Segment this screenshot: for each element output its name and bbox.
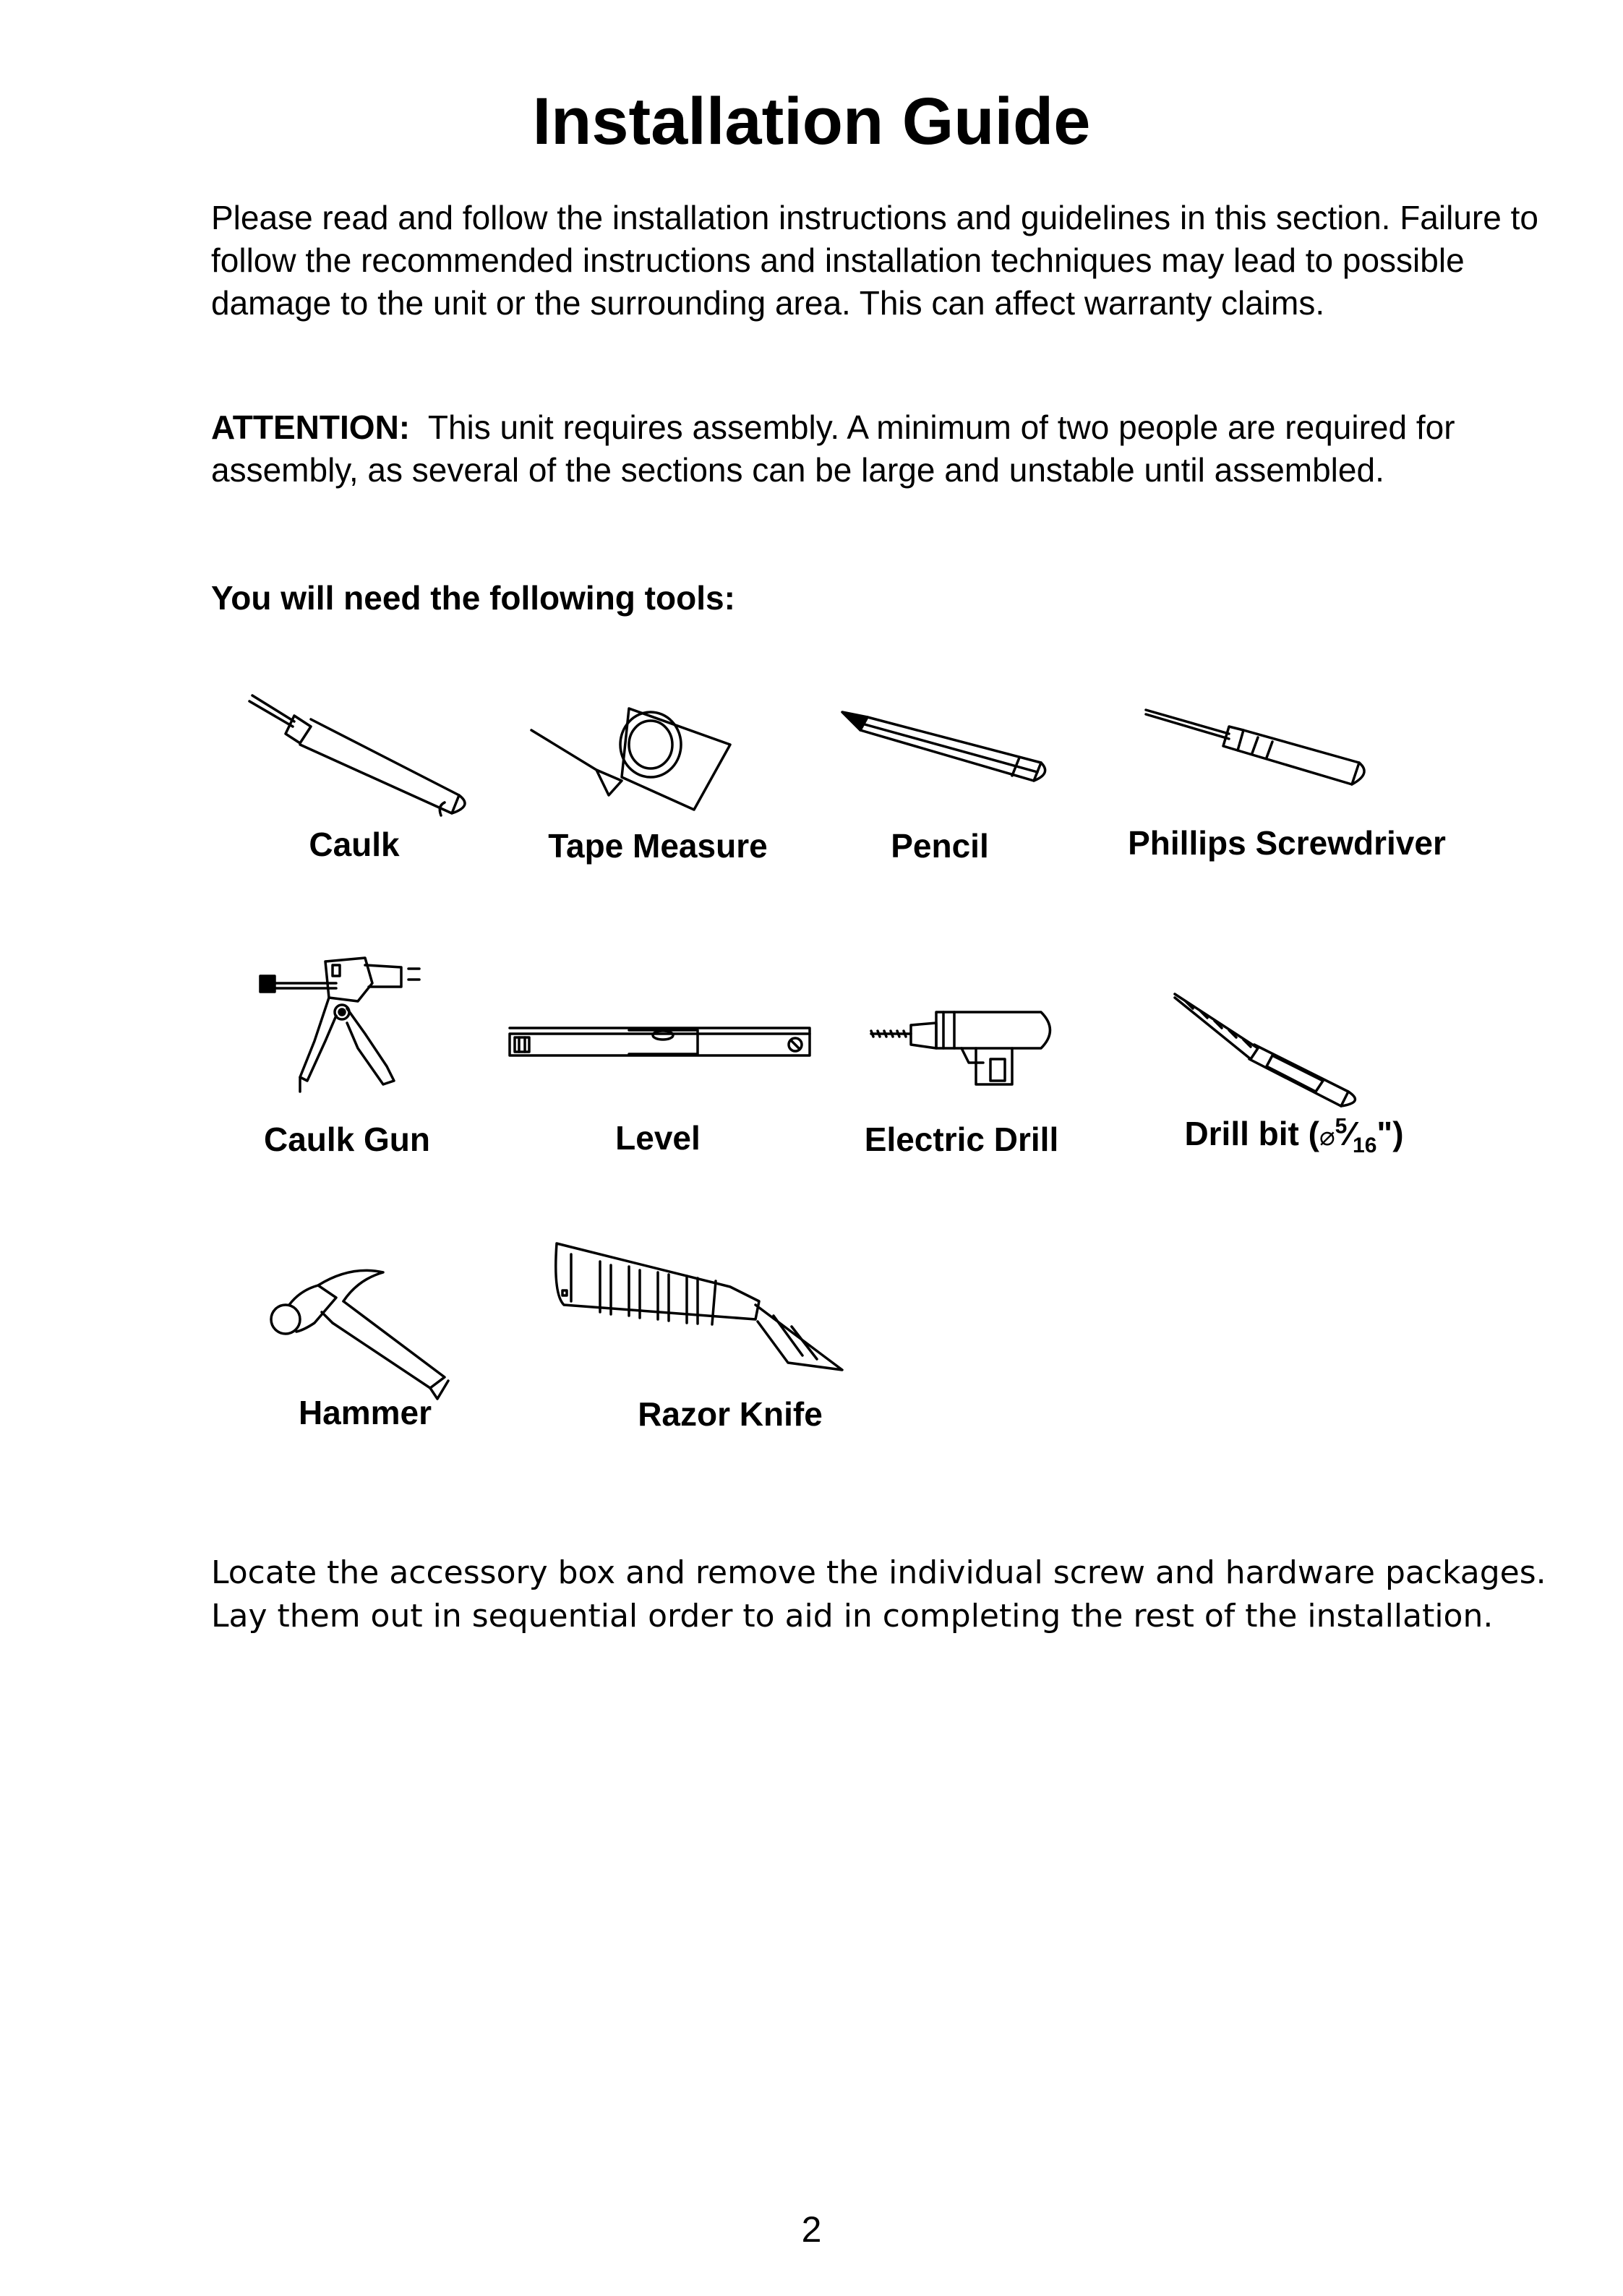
hammer-icon [264, 1251, 459, 1402]
attention-label: ATTENTION: [211, 408, 411, 446]
fraction-denominator: 16 [1353, 1134, 1377, 1158]
electric-drill-label: Electric Drill [864, 1121, 1059, 1158]
accessory-instructions: Locate the accessory box and remove the individual screw and hardware packages. Lay them out in sequential order to aid in completing the rest of the installation. [211, 1554, 1546, 1635]
level-label: Level [615, 1119, 701, 1157]
page-number: 2 [801, 2209, 822, 2250]
screwdriver-icon [1142, 701, 1374, 802]
hammer-label: Hammer [298, 1394, 432, 1431]
caulk-label: Caulk [309, 826, 400, 863]
caulk-icon [242, 687, 474, 846]
attention-text: This unit requires assembly. A minimum of two people are required for assembly, as several of the sections can be large and unstable until assembled. [211, 408, 1455, 489]
drill-bit-icon [1171, 990, 1374, 1113]
drill-bit-label [1164, 1113, 1424, 1157]
pencil-label: Pencil [891, 827, 989, 865]
pencil-icon [839, 708, 1055, 795]
drill-bit-label-suffix: ") [1376, 1115, 1404, 1152]
razor-knife-label: Razor Knife [638, 1395, 823, 1433]
caulk-gun-label: Caulk Gun [263, 1121, 431, 1158]
razor-knife-icon [549, 1236, 853, 1381]
fraction-slash: ⁄ [1347, 1115, 1353, 1152]
tape-measure-label: Tape Measure [548, 827, 768, 865]
tape-measure-icon [528, 694, 737, 824]
fraction-numerator: 5 [1335, 1114, 1348, 1139]
caulk-gun-icon [257, 947, 430, 1106]
drill-bit-label-prefix: Drill bit ( [1184, 1115, 1319, 1152]
attention-paragraph [211, 406, 1549, 492]
phillips-screwdriver-label: Phillips Screwdriver [1128, 824, 1446, 862]
page-title: Installation Guide [532, 85, 1091, 158]
electric-drill-icon [868, 990, 1070, 1121]
intro-paragraph: Please read and follow the installation instructions and guidelines in this section. Failure to follow the recommended instructions and installation techniques may lead to possible damage to the unit or the surrounding area. This can affect warranty claims. [211, 199, 1538, 322]
level-icon [506, 1019, 824, 1070]
tools-heading: You will need the following tools: [211, 579, 735, 617]
diameter-symbol: ⌀ [1319, 1121, 1335, 1151]
